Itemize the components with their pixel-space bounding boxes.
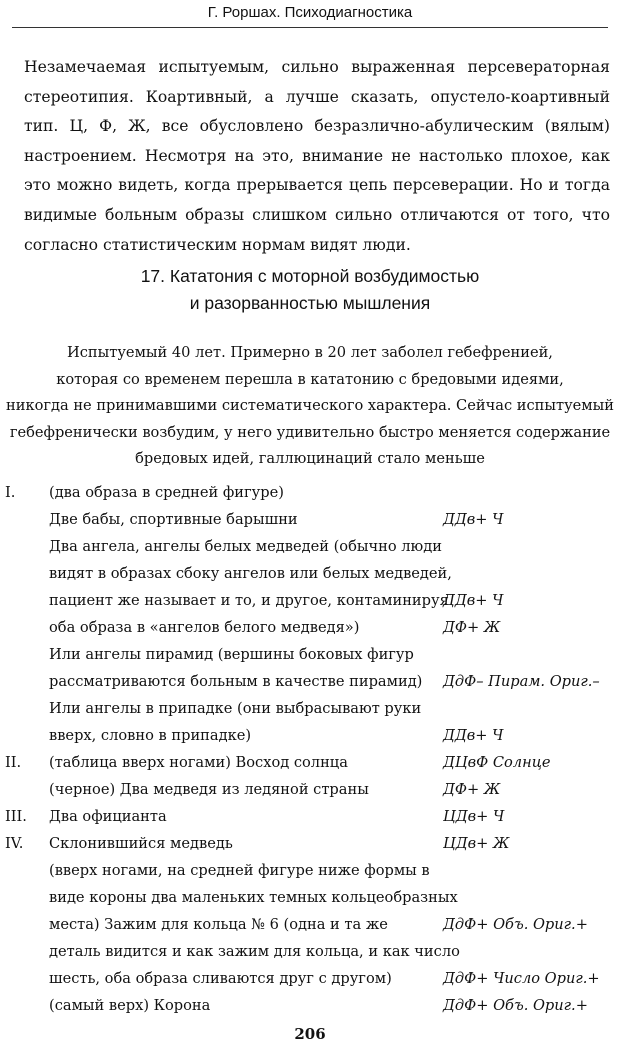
response-text: (таблица вверх ногами) Восход солнца — [49, 754, 348, 771]
page-number: 206 — [294, 1025, 326, 1043]
response-text: Или ангелы пирамид (вершины боковых фигур — [49, 646, 414, 663]
header-divider — [12, 27, 608, 28]
protocol-row — [0, 804, 620, 830]
protocol-row — [0, 615, 620, 641]
protocol-row — [0, 696, 620, 722]
protocol-row — [0, 831, 620, 857]
intro-line: никогда не принимавшими систематического характера. Сейчас испытуемый — [6, 397, 614, 415]
score-code: ДЦвФ Солнце — [443, 754, 551, 771]
score-code: ДдФ+ Объ. Ориг.+ — [443, 997, 588, 1014]
card-number: II. — [5, 754, 22, 771]
response-text: Две бабы, спортивные барышни — [49, 511, 298, 528]
protocol-row — [0, 507, 620, 533]
protocol-row — [0, 777, 620, 803]
card-number: I. — [5, 484, 16, 501]
score-code: ДдФ+ Число Ориг.+ — [443, 970, 600, 987]
response-text: (черное) Два медведя из ледяной страны — [49, 781, 369, 798]
response-text: видят в образах сбоку ангелов или белых медведей, — [49, 565, 452, 582]
response-text: (два образа в средней фигуре) — [49, 484, 284, 501]
intro-line: которая со временем перешла в кататонию с бредовыми идеями, — [56, 370, 564, 388]
score-code: ДФ+ Ж — [443, 781, 501, 798]
intro-line: Испытуемый 40 лет. Примерно в 20 лет заболел гебефренией, — [67, 344, 553, 361]
section-title-line-2: и разорванностью мышления — [189, 293, 431, 313]
protocol-row — [0, 858, 620, 884]
response-text: виде короны два маленьких темных кольцеобразных — [49, 889, 458, 906]
response-text: Склонившийся медведь — [49, 835, 233, 852]
protocol-row — [0, 669, 620, 695]
response-text: пациент же называет и то, и другое, контаминируя — [49, 592, 449, 609]
body-paragraph: Незамечаемая испытуемым, сильно выраженная персевераторная стереотипия. Коартивный, а лучше сказать, опустело-коартивный тип. Ц, Ф, Ж, все обусловлено безразлично-абулическим (вялым) настроением. Несмотря на это, внимание не настолько плохое, как это можно видеть, когда прерывается цепь персеверации. Но и тогда видимые больным образы слишком сильно отличаются от того, что согласно статистическим нормам видят люди. — [24, 58, 610, 254]
score-code: ЦДв+ Ж — [443, 835, 510, 852]
score-code: ЦДв+ Ч — [443, 808, 505, 825]
response-text: деталь видится и как зажим для кольца, и как число — [49, 943, 460, 960]
protocol-row — [0, 723, 620, 749]
section-title-line-1: 17. Кататония с моторной возбудимостью — [140, 266, 480, 286]
score-code: ДдФ– Пирам. Ориг.– — [443, 673, 600, 690]
response-text: Два официанта — [49, 808, 167, 825]
score-code: ДДв+ Ч — [443, 511, 504, 528]
running-header: Г. Роршах. Психодиагностика — [207, 4, 413, 21]
intro-line: гебефренически возбудим, у него удивительно быстро меняется содержание — [9, 423, 611, 441]
score-code: ДДв+ Ч — [443, 592, 504, 609]
card-number: III. — [5, 808, 27, 825]
intro-line: бредовых идей, галлюцинаций стало меньше — [135, 450, 485, 468]
protocol-row — [0, 750, 620, 776]
response-text: оба образа в «ангелов белого медведя») — [49, 619, 360, 636]
protocol-row — [0, 966, 620, 992]
card-number: IV. — [5, 835, 24, 852]
protocol-row — [0, 885, 620, 911]
response-text: рассматриваются больным в качестве пирамид) — [49, 673, 423, 690]
protocol-row — [0, 588, 620, 614]
protocol-row — [0, 912, 620, 938]
response-text: вверх, словно в припадке) — [49, 727, 252, 744]
protocol-row — [0, 939, 620, 965]
response-text: Или ангелы в припадке (они выбрасывают руки — [49, 700, 422, 717]
response-text: (самый верх) Корона — [49, 997, 211, 1014]
score-code: ДдФ+ Объ. Ориг.+ — [443, 916, 588, 933]
response-text: Два ангела, ангелы белых медведей (обычно люди — [49, 538, 442, 555]
protocol-row — [0, 993, 620, 1019]
response-text: (вверх ногами, на средней фигуре ниже формы в — [49, 862, 430, 879]
protocol-row — [0, 480, 620, 506]
protocol-row — [0, 534, 620, 560]
protocol-row — [0, 561, 620, 587]
protocol-row — [0, 642, 620, 668]
response-text: шесть, оба образа сливаются друг с другом) — [49, 970, 392, 987]
score-code: ДДв+ Ч — [443, 727, 504, 744]
response-text: места) Зажим для кольца № 6 (одна и та же — [49, 916, 388, 933]
case-intro — [0, 340, 620, 473]
score-code: ДФ+ Ж — [443, 619, 501, 636]
section-heading — [0, 263, 620, 317]
